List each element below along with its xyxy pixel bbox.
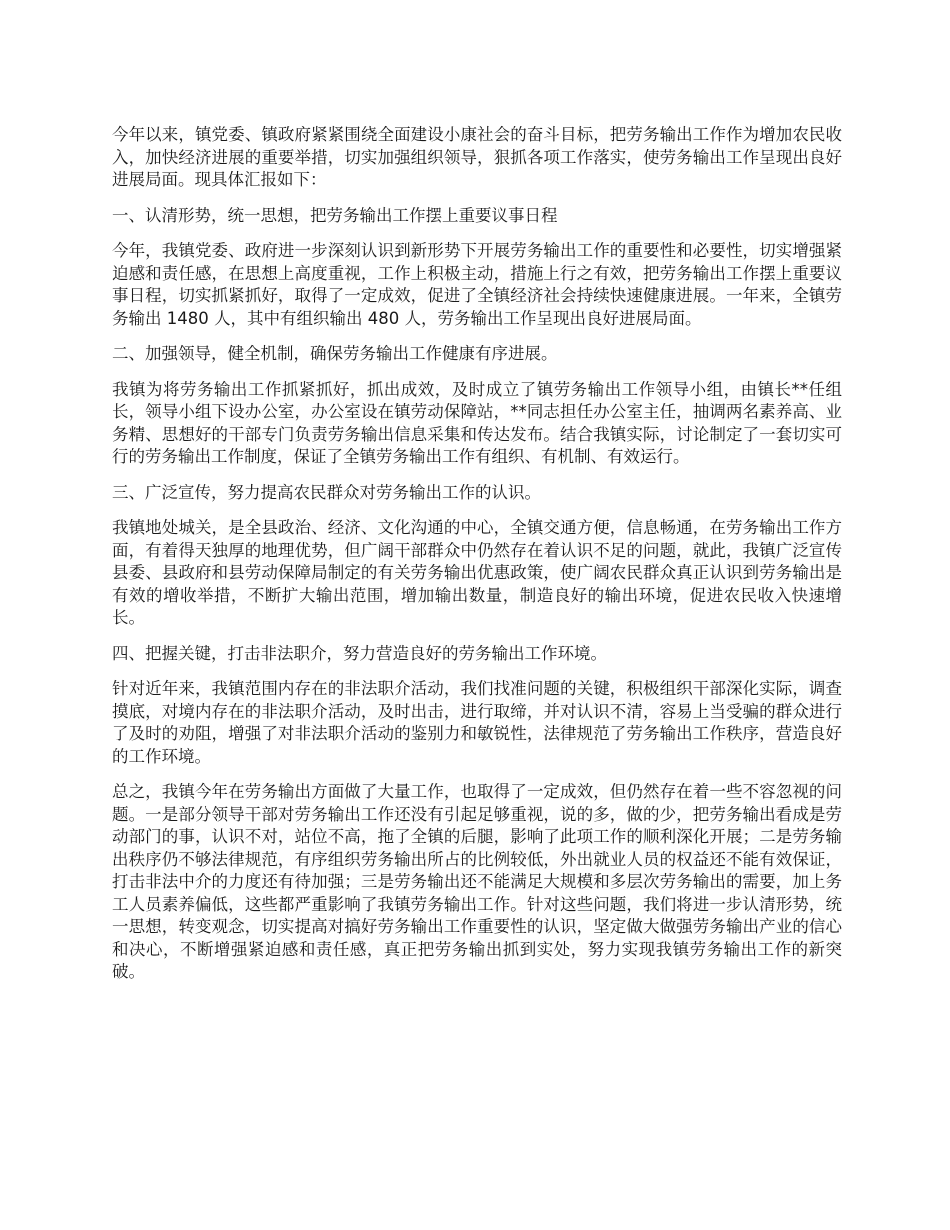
intro-paragraph: 今年以来，镇党委、镇政府紧紧围绕全面建设小康社会的奋斗目标，把劳务输出工作作为增加农民收入，加快经济进展的重要举措，切实加强组织领导，狠抓各项工作落实，使劳务输出工作呈现出良好进展局面。现具体汇报如下： bbox=[112, 125, 842, 189]
section-1-paragraph: 今年，我镇党委、政府进一步深刻认识到新形势下开展劳务输出工作的重要性和必要性，切实增强紧迫感和责任感，在思想上高度重视，工作上积极主动，措施上行之有效，把劳务输出工作摆上重要议事日程，切实抓紧抓好，取得了一定成效，促进了全镇经济社会持续快速健康进展。一年来，全镇劳务输出 1480 人，其中有组织输出 480 人，劳务输出工作呈现出良好进展局面。 bbox=[112, 241, 842, 328]
conclusion-paragraph: 总之，我镇今年在劳务输出方面做了大量工作，也取得了一定成效，但仍然存在着一些不容忽视的问题。一是部分领导干部对劳务输出工作还没有引起足够重视，说的多，做的少，把劳务输出看成是劳动部门的事，认识不对，站位不高，拖了全镇的后腿，影响了此项工作的顺利深化开展；二是劳务输出秩序仍不够法律规范，有序组织劳务输出所占的比例较低，外出就业人员的权益还不能有效保证，打击非法中介的力度还有待加强；三是劳务输出还不能满足大规模和多层次劳务输出的需要，加上务工人员素养偏低，这些都严重影响了我镇劳务输出工作。针对这些问题，我们将进一步认清形势，统一思想，转变观念，切实提高对搞好劳务输出工作重要性的认识，坚定做大做强劳务输出产业的信心和决心，不断增强紧迫感和责任感，真正把劳务输出抓到实处，努力实现我镇劳务输出工作的新突破。 bbox=[112, 782, 842, 981]
section-heading-4: 四、把握关键，打击非法职介，努力营造良好的劳务输出工作环境。 bbox=[112, 643, 607, 663]
section-heading-3: 三、广泛宣传，努力提高农民群众对劳务输出工作的认识。 bbox=[112, 482, 541, 502]
section-4-paragraph: 针对近年来，我镇范围内存在的非法职介活动，我们找准问题的关键，积极组织干部深化实际，调查摸底，对境内存在的非法职介活动，及时出击，进行取缔，并对认识不清，容易上当受骗的群众进行了及时的劝阻，增强了对非法职介活动的鉴别力和敏锐性，法律规范了劳务输出工作秩序，营造良好的工作环境。 bbox=[112, 679, 842, 766]
document-body bbox=[112, 124, 842, 997]
section-heading-2: 二、加强领导，健全机制，确保劳务输出工作健康有序进展。 bbox=[112, 344, 558, 363]
section-2-paragraph: 我镇为将劳务输出工作抓紧抓好，抓出成效，及时成立了镇劳务输出工作领导小组，由镇长**任组长，领导小组下设办公室，办公室设在镇劳动保障站，**同志担任办公室主任，抽调两名素养高、业务精、思想好的干部专门负责劳务输出信息采集和传达发布。结合我镇实际，讨论制定了一套切实可行的劳务输出工作制度，保证了全镇劳务输出工作有组织、有机制、有效运行。 bbox=[112, 379, 842, 466]
section-3-paragraph: 我镇地处城关，是全县政治、经济、文化沟通的中心，全镇交通方便，信息畅通，在劳务输出工作方面，有着得天独厚的地理优势，但广阔干部群众中仍然存在着认识不足的问题，就此，我镇广泛宣传县委、县政府和县劳动保障局制定的有关劳务输出优惠政策，使广阔农民群众真正认识到劳务输出是有效的增收举措，不断扩大输出范围，增加输出数量，制造良好的输出环境，促进农民收入快速增长。 bbox=[112, 518, 842, 627]
section-heading-1: 一、认清形势，统一思想，把劳务输出工作摆上重要议事日程 bbox=[112, 205, 558, 225]
